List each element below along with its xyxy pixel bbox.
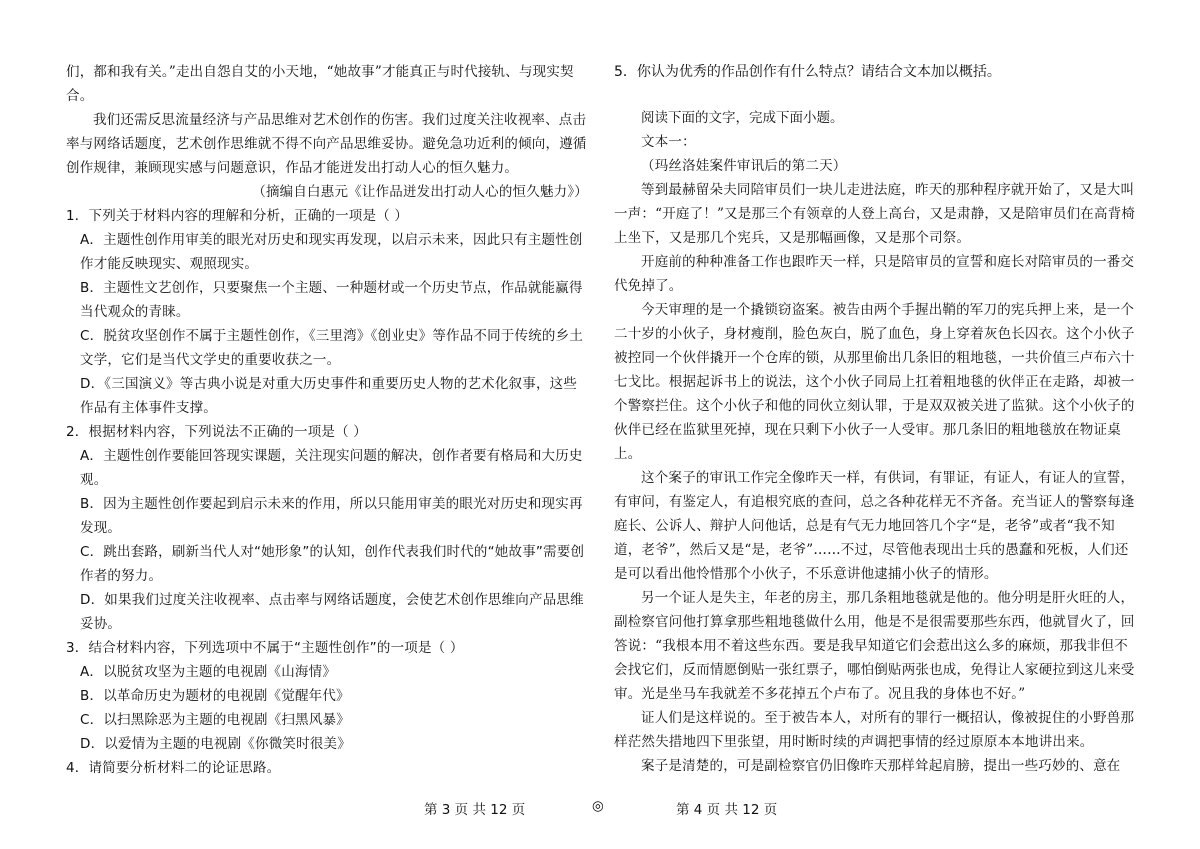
passage-paragraph: 等到最赫留朵夫同陪审员们一块儿走进法庭，昨天的那种程序就开始了，又是大叫一声：“开庭了！”又是那三个有领章的人登上高台，又是肃静，又是陪审员们在高背椅上坐下，又是那几个宪兵，又是那幅画像，又是那个司祭。 [614,182,1136,246]
question-list [66,204,588,780]
question-stem: 1．下列关于材料内容的理解和分析，正确的一项是（ ） [66,208,409,224]
footer-divider-icon: ◎ [592,798,604,814]
paragraph-flow-economy: 我们还需反思流量经济与产品思维对艺术创作的伤害。我们过度关注收视率、点击率与网络话题度，艺术创作思维就不得不向产品思维妥协。避免急功近利的倾向，遵循创作规律，兼顾现实感与问题意识，作品才能迸发出打动人心的恒久魅力。 [66,112,587,176]
passage-paragraph: 另一个证人是失主，年老的房主，那几条粗地毯就是他的。他分明是肝火旺的人，副检察官问他打算拿那些粗地毯做什么用，他是不是很需要那些东西，他就冒火了，回答说：“我根本用不着这些东西。要是我早知道它们会惹出这么多的麻烦，那我非但不会找它们，反而情愿倒贴一张红票子，哪怕倒贴两张也成，免得让人家硬拉到这儿来受审。光是坐马车我就差不多花掉五个卢布了。况且我的身体也不好。” [614,590,1135,702]
question-1 [66,204,588,420]
option-b[interactable]: B．主题性文艺创作，只要聚焦一个主题、一种题材或一个历史节点，作品就能赢得当代观众的青睐。 [80,280,583,320]
option-d[interactable]: D．如果我们过度关注收视率、点击率与网络话题度，会使艺术创作思维向产品思维妥协。 [80,592,584,632]
reading-passage [614,178,1136,778]
reading-instruction: 阅读下面的文字，完成下面小题。 [641,110,844,126]
option-a[interactable]: A．以脱贫攻坚为主题的电视剧《山海情》 [80,664,337,680]
intro-paragraph: 们，都和我有关。”走出自怨自艾的小天地，“她故事”才能真正与时代接轨、与现实契合。 [66,64,574,104]
question-4 [66,756,588,780]
passage-paragraph: 今天审理的是一个撬锁窃盗案。被告由两个手握出鞘的军刀的宪兵押上来，是一个二十岁的小伙子，身材瘦削，脸色灰白，脱了血色，身上穿着灰色长囚衣。这个小伙子被控同一个伙伴撬开一个仓库的锁，从那里偷出几条旧的粗地毯，一共价值三卢布六十七戈比。根据起诉书上的说法，这个小伙子同局上扛着粗地毯的伙伴正在走路，却被一个警察拦住。这个小伙子和他的同伙立刻认罪，于是双双被关进了监狱。这个小伙子的伙伴已经在监狱里死掉，现在只剩下小伙子一人受审。那几条旧的粗地毯放在物证桌上。 [614,302,1135,462]
passage-paragraph: 这个案子的审讯工作完全像昨天一样，有供词，有罪证，有证人，有证人的宣誓，有审问，有鉴定人，有追根究底的查问，总之各种花样无不齐备。充当证人的警察每逢庭长、公诉人、辩护人问他话，总是有气无力地回答几个字“是，老爷”或者“我不知道，老爷”，然后又是“是，老爷”……不过，尽管他表现出士兵的愚蠢和死板，人们还是可以看出他怜惜那个小伙子，不乐意讲他逮捕小伙子的情形。 [614,470,1135,582]
text-label: 文本一： [641,134,696,150]
question-stem: 3．结合材料内容，下列选项中不属于“主题性创作”的一项是（ ） [66,640,464,656]
question-stem: 2．根据材料内容，下列说法不正确的一项是（ ） [66,424,367,440]
right-page-number: 第 4 页 共 12 页 [676,802,778,818]
option-c[interactable]: C．跳出套路，刷新当代人对“她形象”的认知，创作代表我们时代的“她故事”需要创作者的努力。 [80,544,585,584]
question-2 [66,420,588,636]
option-c[interactable]: C．脱贫攻坚创作不属于主题性创作，《三里湾》《创业史》等作品不同于传统的乡土文学，它们是当代文学史的重要收获之一。 [80,328,584,368]
page-footer [0,798,1200,818]
left-column [66,60,588,780]
question-stem: 4．请简要分析材料二的论证思路。 [66,760,281,776]
option-c[interactable]: C．以扫黑除恶为主题的电视剧《扫黑风暴》 [80,712,350,728]
option-b[interactable]: B．以革命历史为题材的电视剧《觉醒年代》 [80,688,350,704]
option-a[interactable]: A．主题性创作用审美的眼光对历史和现实再发现，以启示未来，因此只有主题性创作才能反映现实、观照现实。 [80,232,583,272]
option-b[interactable]: B．因为主题性创作要起到启示未来的作用，所以只能用审美的眼光对历史和现实再发现。 [80,496,583,536]
left-page-number: 第 3 页 共 12 页 [424,802,526,818]
option-d[interactable]: D．以爱情为主题的电视剧《你微笑时很美》 [80,736,351,752]
question-3 [66,636,588,756]
option-d[interactable]: D．《三国演义》等古典小说是对重大历史事件和重要历史人物的艺术化叙事，这些作品有主体事件支撑。 [80,376,578,416]
question-5: 5．你认为优秀的作品创作有什么特点？请结合文本加以概括。 [614,64,1001,80]
passage-paragraph: 开庭前的种种准备工作也跟昨天一样，只是陪审员的宣誓和庭长对陪审员的一番交代免掉了。 [614,254,1135,294]
source-citation: （摘编自白惠元《让作品迸发出打动人心的恒久魅力》） [252,184,588,200]
option-a[interactable]: A．主题性创作要能回答现实课题，关注现实问题的解决，创作者要有格局和大历史观。 [80,448,583,488]
text-subtitle: （玛丝洛娃案件审讯后的第二天） [641,158,847,174]
passage-paragraph: 案子是清楚的，可是副检察官仍旧像昨天那样耸起肩膀，提出一些巧妙的、意在 [641,758,1121,774]
passage-paragraph: 证人们是这样说的。至于被告本人，对所有的罪行一概招认，像被捉住的小野兽那样茫然失措地四下里张望，用时断时续的声调把事情的经过原原本本地讲出来。 [614,710,1135,750]
right-column [614,60,1136,778]
